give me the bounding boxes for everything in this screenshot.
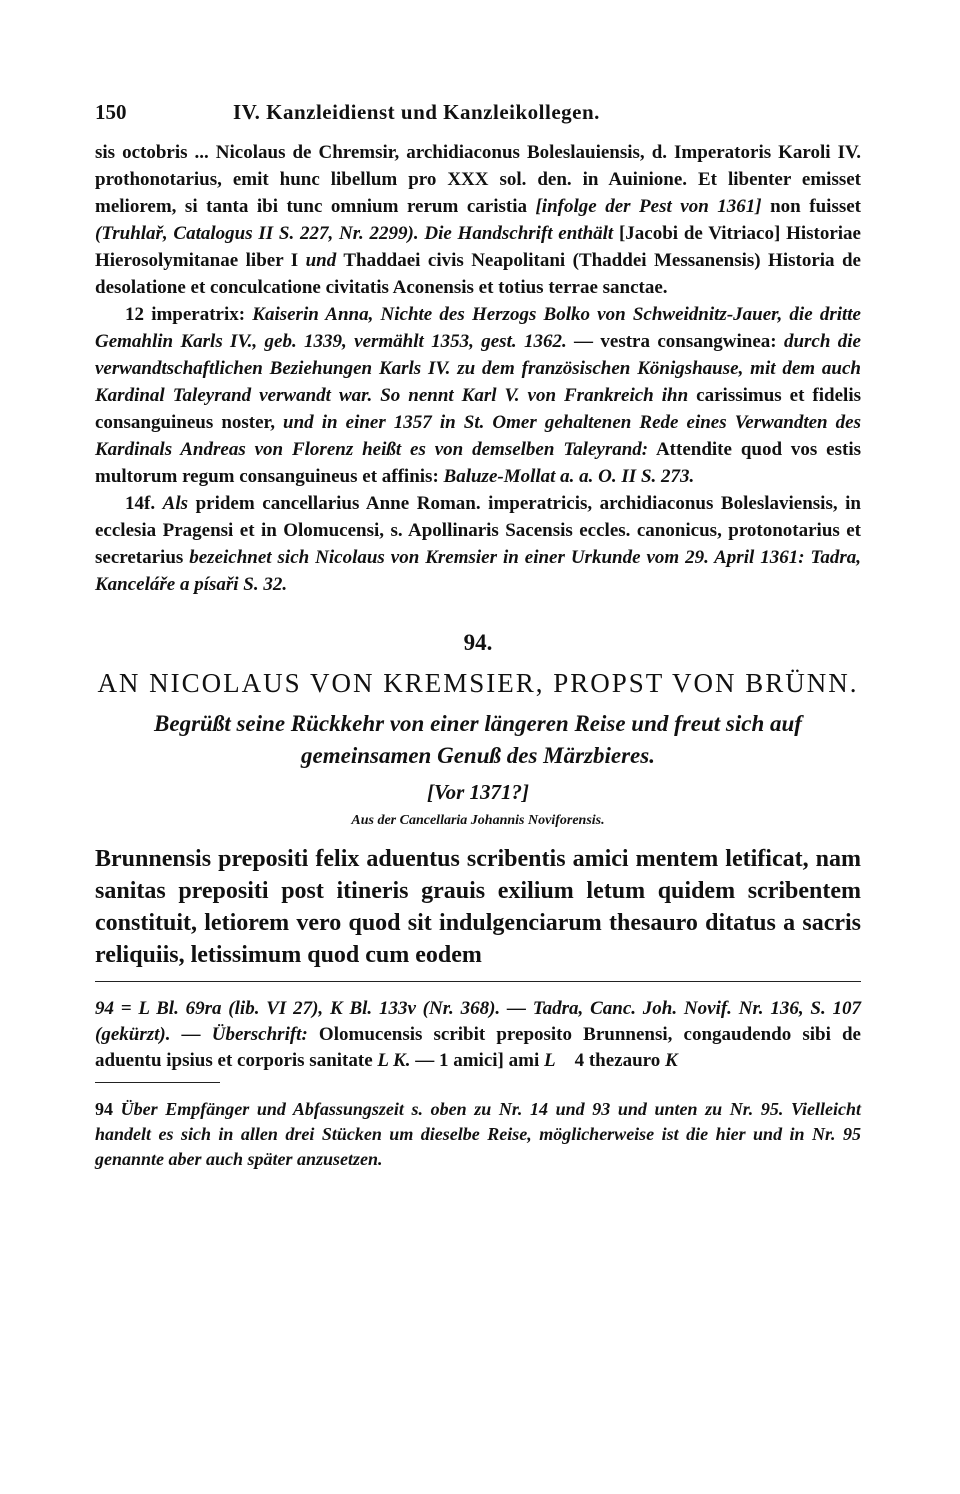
note-text: 12 imperatrix: [125, 304, 253, 325]
running-title: IV. Kanzleidienst und Kanzleikollegen. [233, 100, 600, 124]
note-text: pridem cancellarius Anne Roman. imperatricis, archidiaconus Boleslaviensis, in ecclesia Pragensi et in Olomucensi, s. Apollinaris Sacensis eccles. canonicus, protonotarius et secretarius [95, 493, 862, 568]
note-italic: bezeichnet sich Nicolaus von Kremsier in einer Urkunde vom 29. April 1361: Tadra, Kanceláře a písaři S. 32. [95, 547, 861, 595]
apparatus-text: 4 thezauro [555, 1050, 666, 1071]
apparatus-italic: L K. [377, 1050, 411, 1071]
note-italic: (Truhlař, Catalogus II S. 227, Nr. 2299). Die Handschrift enthält [95, 223, 614, 244]
apparatus-italic: 94 = L Bl. 69ra (lib. VI 27), K Bl. 133v (Nr. 368). — Tadra, Canc. Joh. Novif. Nr. 136, S. 107 (gekürzt). — Überschrift: [95, 998, 861, 1045]
apparatus-italic: K [665, 1050, 678, 1071]
apparatus-divider [95, 981, 861, 982]
commentary-number: 94 [95, 1099, 113, 1119]
note-text: Attendite quod vos estis multorum regum consanguineus et affinis: [95, 439, 861, 487]
apparatus-text: Olomucensis scribit preposito Brunnensi, congaudendo sibi de aduentu ipsius et corporis sanitate [95, 1024, 861, 1071]
document-source: Aus der Cancellaria Johannis Noviforensis. [351, 813, 605, 828]
page [95, 100, 861, 1172]
note-italic: und [305, 250, 337, 271]
note-text: — vestra consangwinea: [566, 331, 784, 352]
page-header [95, 100, 861, 125]
document-heading [95, 630, 861, 829]
note-paragraph-2 [95, 301, 861, 490]
note-text: sis octobris ... Nicolaus de Chremsir, archidiaconus Boleslauiensis, d. Imperatoris Karoli IV. prothonotarius, emit hunc libellum pro XXX sol. den. in Auinione. Et libenter emisset meliorem, si tanta ibi tunc omnium rerum caristia [95, 142, 861, 217]
note-text: [Jacobi de Vitriaco] Historiae Hierosolymitanae liber I [95, 223, 861, 271]
note-text: carissimus et fidelis consanguineus noster, [95, 385, 861, 433]
commentary-text: Über Empfänger und Abfassungszeit s. oben zu Nr. 14 und 93 und unten zu Nr. 95. Vielleicht handelt es sich in allen drei Stücken um dieselbe Reise, möglicherweise ist die hier und in Nr. 95 genannte aber auch später anzusetzen. [95, 1099, 861, 1169]
note-text: non fuisset [761, 196, 861, 217]
commentary-divider [95, 1082, 220, 1083]
note-text: 14f. [125, 493, 163, 514]
document-text: Brunnensis prepositi felix aduentus scribentis amici mentem letificat, nam sanitas prepositi post itineris grauis exilium letum quidem scribentem constituit, letiorem vero quod sit indulgenciarum thesauro ditatus a sacris reliquiis, letissimum quod cum eodem [95, 846, 861, 968]
note-italic: Baluze-Mollat a. a. O. II S. 273. [443, 466, 695, 487]
document-number: 94. [463, 630, 493, 655]
note-italic: und in einer 1357 in St. Omer gehaltenen Rede eines Verwandten des Kardinals Andreas von Florenz heißt es von demselben Taleyrand: [95, 412, 861, 460]
note-paragraph-3 [95, 490, 861, 598]
note-italic: Kaiserin Anna, Nichte des Herzogs Bolko von Schweidnitz-Jauer, die dritte Gemahlin Karls IV., geb. 1339, vermählt 1353, gest. 1362. [95, 304, 861, 352]
critical-apparatus [95, 996, 861, 1074]
document-date: [Vor 1371?] [426, 780, 530, 804]
apparatus-text: — 1 amici] ami [410, 1050, 544, 1071]
note-text: Thaddaei civis Neapolitani (Thaddei Messanensis) Historia de desolatione et conculcatione civitatis Aconensis et totius terrae sanctae. [95, 250, 861, 298]
commentary [95, 1097, 861, 1172]
document-title: AN NICOLAUS VON KREMSIER, PROPST VON BRÜNN. [97, 668, 859, 698]
document-summary: Begrüßt seine Rückkehr von einer längeren Reise und freut sich auf gemeinsamen Genuß des Märzbieres. [154, 711, 802, 768]
note-italic: Als [162, 493, 189, 514]
apparatus-italic: L [543, 1050, 556, 1071]
page-number: 150 [95, 100, 127, 124]
note-italic: [infolge der Pest von 1361] [535, 196, 762, 217]
note-italic: durch die verwandtschaftlichen Beziehungen Karls IV. zu dem französischen Königshause, mit dem auch Kardinal Taleyrand verwandt war. So nennt Karl V. von Frankreich ihn [95, 331, 861, 406]
preceding-notes [95, 139, 861, 598]
note-paragraph-1 [95, 139, 861, 301]
